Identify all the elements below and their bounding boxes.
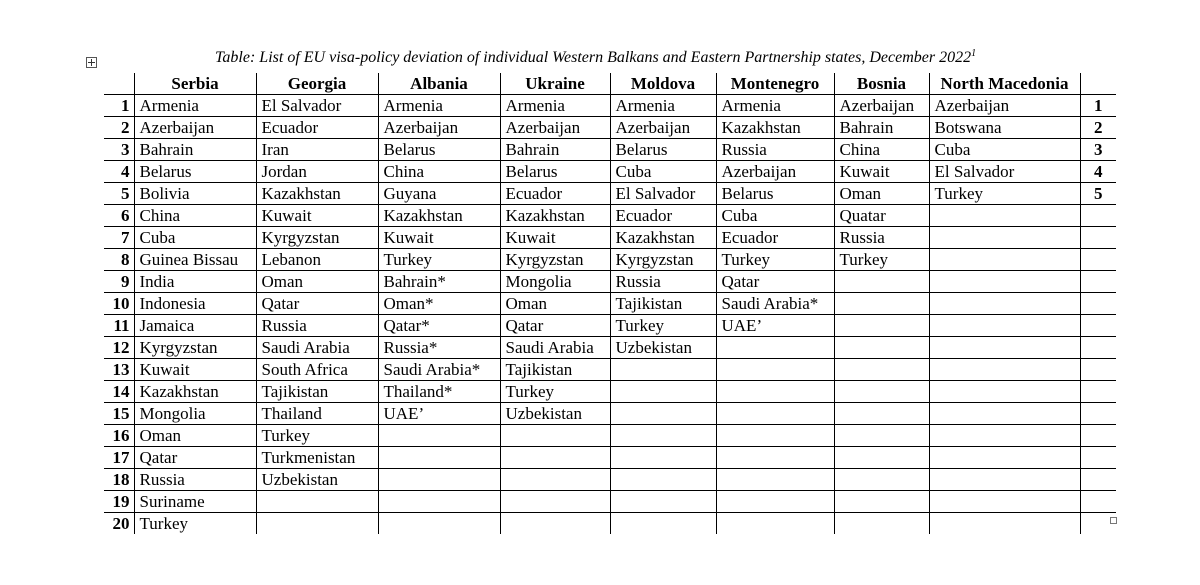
table-cell: Tajikistan [256, 381, 378, 403]
table-cell [610, 403, 716, 425]
header-right-num-cell [1080, 73, 1116, 95]
row-number: 17 [104, 447, 134, 469]
table-row [104, 95, 1116, 117]
header-ukraine: Ukraine [500, 73, 610, 95]
table-cell: Guyana [378, 183, 500, 205]
row-number: 5 [104, 183, 134, 205]
table-cell [716, 381, 834, 403]
table-cell: Tajikistan [500, 359, 610, 381]
table-cell: Qatar [500, 315, 610, 337]
table-cell [834, 469, 929, 491]
table-cell: Kuwait [834, 161, 929, 183]
table-cell: Russia [610, 271, 716, 293]
table-cell: China [378, 161, 500, 183]
table-cell: UAE’ [378, 403, 500, 425]
table-cell: Qatar [134, 447, 256, 469]
table-cell: Russia* [378, 337, 500, 359]
table-row [104, 227, 1116, 249]
row-number: 16 [104, 425, 134, 447]
table-cell: Kazakhstan [378, 205, 500, 227]
row-number-right [1080, 381, 1116, 403]
row-number-right [1080, 249, 1116, 271]
header-bosnia: Bosnia [834, 73, 929, 95]
table-cell: Kuwait [378, 227, 500, 249]
row-number-right [1080, 359, 1116, 381]
table-cell: Belarus [610, 139, 716, 161]
row-number: 15 [104, 403, 134, 425]
row-number-right: 5 [1080, 183, 1116, 205]
table-cell: Indonesia [134, 293, 256, 315]
table-cell: Ecuador [716, 227, 834, 249]
table-cell: Belarus [500, 161, 610, 183]
header-montenegro: Montenegro [716, 73, 834, 95]
table-cell: El Salvador [256, 95, 378, 117]
table-cell: Mongolia [500, 271, 610, 293]
table-cell [378, 469, 500, 491]
header-serbia: Serbia [134, 73, 256, 95]
table-row [104, 491, 1116, 513]
table-cell [378, 447, 500, 469]
table-cell: Qatar* [378, 315, 500, 337]
table-cell: Turkey [929, 183, 1080, 205]
table-cell [610, 359, 716, 381]
table-cell [929, 447, 1080, 469]
table-cell: Azerbaijan [834, 95, 929, 117]
table-cell: Ecuador [256, 117, 378, 139]
header-row [104, 73, 1116, 95]
table-cell: Turkey [834, 249, 929, 271]
row-number-right [1080, 293, 1116, 315]
table-cell: Tajikistan [610, 293, 716, 315]
caption-text: Table: List of EU visa-policy deviation of individual Western Balkans and Eastern Partnership states, December 2022 [215, 49, 972, 66]
table-cell: Turkey [610, 315, 716, 337]
table-cell: China [834, 139, 929, 161]
table-cell: Turkey [500, 381, 610, 403]
table-cell: Bahrain [834, 117, 929, 139]
table-cell: Saudi Arabia* [716, 293, 834, 315]
table-cell: Uzbekistan [256, 469, 378, 491]
table-cell [834, 315, 929, 337]
table-cell: Turkmenistan [256, 447, 378, 469]
row-number: 20 [104, 513, 134, 535]
table-cell: Quatar [834, 205, 929, 227]
table-row [104, 293, 1116, 315]
table-cell: Oman [834, 183, 929, 205]
row-number: 7 [104, 227, 134, 249]
table-cell: Suriname [134, 491, 256, 513]
table-cell [378, 425, 500, 447]
table-cell: China [134, 205, 256, 227]
table-cell: Azerbaijan [929, 95, 1080, 117]
table-cell [716, 425, 834, 447]
table-cell: Kazakhstan [256, 183, 378, 205]
table-cell: Bahrain [134, 139, 256, 161]
table-cell: Turkey [378, 249, 500, 271]
table-cell [834, 447, 929, 469]
table-cell [716, 469, 834, 491]
table-cell: Cuba [134, 227, 256, 249]
row-number-right: 2 [1080, 117, 1116, 139]
table-cell [500, 425, 610, 447]
table-cell [500, 447, 610, 469]
table-cell [834, 491, 929, 513]
table-cell: Qatar [716, 271, 834, 293]
header-albania: Albania [378, 73, 500, 95]
row-number: 8 [104, 249, 134, 271]
table-row [104, 403, 1116, 425]
row-number: 10 [104, 293, 134, 315]
table-cell: Kuwait [500, 227, 610, 249]
row-number-right [1080, 315, 1116, 337]
row-number: 12 [104, 337, 134, 359]
table-cell: Kyrgyzstan [134, 337, 256, 359]
row-number: 2 [104, 117, 134, 139]
table-cell: Jordan [256, 161, 378, 183]
table-cell [716, 513, 834, 535]
row-number-right [1080, 447, 1116, 469]
table-cell [834, 359, 929, 381]
row-number: 3 [104, 139, 134, 161]
row-number: 14 [104, 381, 134, 403]
table-cell [610, 513, 716, 535]
table-cell: UAE’ [716, 315, 834, 337]
table-cell [378, 513, 500, 535]
table-cell: Kyrgyzstan [500, 249, 610, 271]
table-cell [929, 425, 1080, 447]
table-cell: Turkey [134, 513, 256, 535]
table-cell: Botswana [929, 117, 1080, 139]
table-cell: Bahrain [500, 139, 610, 161]
table-cell: Armenia [378, 95, 500, 117]
table-cell: Kuwait [134, 359, 256, 381]
row-number-right: 1 [1080, 95, 1116, 117]
table-cell: Oman [134, 425, 256, 447]
table-cell [378, 491, 500, 513]
table-cell: Iran [256, 139, 378, 161]
table-move-handle-icon[interactable] [86, 57, 97, 68]
table-row [104, 161, 1116, 183]
table-cell [834, 425, 929, 447]
table-cell: Azerbaijan [610, 117, 716, 139]
row-number-right [1080, 227, 1116, 249]
row-number-right [1080, 271, 1116, 293]
table-body [104, 95, 1116, 535]
row-number: 11 [104, 315, 134, 337]
table-cell: Russia [834, 227, 929, 249]
table-cell: Kyrgyzstan [610, 249, 716, 271]
row-number-right [1080, 337, 1116, 359]
table-cell [929, 359, 1080, 381]
table-cell [610, 469, 716, 491]
table-row [104, 359, 1116, 381]
table-cell: Kuwait [256, 205, 378, 227]
table-cell: El Salvador [610, 183, 716, 205]
table-cell: Russia [134, 469, 256, 491]
table-row [104, 425, 1116, 447]
table-cell: Oman [500, 293, 610, 315]
table-cell: South Africa [256, 359, 378, 381]
table-cell [834, 293, 929, 315]
table-cell [716, 403, 834, 425]
row-number-right: 3 [1080, 139, 1116, 161]
table-cell: Kazakhstan [610, 227, 716, 249]
row-number-right [1080, 205, 1116, 227]
table-cell: Armenia [500, 95, 610, 117]
table-cell: Thailand* [378, 381, 500, 403]
table-cell [929, 227, 1080, 249]
table-row [104, 381, 1116, 403]
table-cell [834, 403, 929, 425]
table-cell [500, 491, 610, 513]
table-cell [929, 469, 1080, 491]
caption-footnote: 1 [971, 48, 977, 59]
table-cell: Uzbekistan [500, 403, 610, 425]
row-number-right [1080, 491, 1116, 513]
table-cell: Guinea Bissau [134, 249, 256, 271]
table-cell [929, 381, 1080, 403]
table-row [104, 183, 1116, 205]
table-cell: Ecuador [610, 205, 716, 227]
table-cell: Cuba [610, 161, 716, 183]
table-cell [256, 491, 378, 513]
table-cell [716, 447, 834, 469]
table-cell: Azerbaijan [134, 117, 256, 139]
table-row [104, 139, 1116, 161]
table-caption [215, 44, 976, 68]
table-cell: Belarus [134, 161, 256, 183]
table-cell: Bahrain* [378, 271, 500, 293]
header-georgia: Georgia [256, 73, 378, 95]
table-cell [929, 271, 1080, 293]
row-number-right [1080, 403, 1116, 425]
table-cell: Kazakhstan [500, 205, 610, 227]
table-cell: Qatar [256, 293, 378, 315]
table-cell [716, 359, 834, 381]
table-cell [716, 337, 834, 359]
table-cell: Thailand [256, 403, 378, 425]
table-cell: Cuba [716, 205, 834, 227]
table-cell [929, 403, 1080, 425]
table-row [104, 205, 1116, 227]
table-cell: Oman [256, 271, 378, 293]
table-cell: Kazakhstan [134, 381, 256, 403]
table-row [104, 117, 1116, 139]
table-cell [834, 513, 929, 535]
row-number-right [1080, 425, 1116, 447]
table-cell: Armenia [716, 95, 834, 117]
table-cell: Azerbaijan [378, 117, 500, 139]
table-cell [834, 271, 929, 293]
table-cell [610, 425, 716, 447]
table-cell [929, 337, 1080, 359]
table-cell [610, 491, 716, 513]
table-cell: Oman* [378, 293, 500, 315]
table-cell: Turkey [716, 249, 834, 271]
table-cell: Kazakhstan [716, 117, 834, 139]
row-number: 13 [104, 359, 134, 381]
table-cell: Jamaica [134, 315, 256, 337]
table-cell: Bolivia [134, 183, 256, 205]
table-cell [500, 469, 610, 491]
table-cell [834, 337, 929, 359]
table-resize-handle-icon[interactable] [1110, 517, 1117, 524]
table-cell: Azerbaijan [500, 117, 610, 139]
table-row [104, 447, 1116, 469]
table-cell [929, 293, 1080, 315]
row-number: 9 [104, 271, 134, 293]
table-cell: Armenia [610, 95, 716, 117]
table-cell: Azerbaijan [716, 161, 834, 183]
table-cell: Belarus [378, 139, 500, 161]
table-row [104, 513, 1116, 535]
table-cell [929, 205, 1080, 227]
table-row [104, 249, 1116, 271]
row-number: 19 [104, 491, 134, 513]
table-row [104, 337, 1116, 359]
table-cell [500, 513, 610, 535]
table-row [104, 469, 1116, 491]
table-row [104, 315, 1116, 337]
table-cell: Cuba [929, 139, 1080, 161]
table-cell: Lebanon [256, 249, 378, 271]
row-number-right [1080, 469, 1116, 491]
row-number: 1 [104, 95, 134, 117]
header-num-cell [104, 73, 134, 95]
table-cell: Saudi Arabia [256, 337, 378, 359]
table-cell: El Salvador [929, 161, 1080, 183]
table-cell: Saudi Arabia [500, 337, 610, 359]
table-cell [716, 491, 834, 513]
table-cell: Russia [256, 315, 378, 337]
table-cell [929, 315, 1080, 337]
table-cell [610, 381, 716, 403]
table-cell: Saudi Arabia* [378, 359, 500, 381]
table-cell: Russia [716, 139, 834, 161]
row-number: 6 [104, 205, 134, 227]
table-cell [256, 513, 378, 535]
table-cell [610, 447, 716, 469]
table-cell: Kyrgyzstan [256, 227, 378, 249]
table-cell: Belarus [716, 183, 834, 205]
table-cell [929, 491, 1080, 513]
table-cell: Turkey [256, 425, 378, 447]
table-cell [929, 513, 1080, 535]
row-number: 4 [104, 161, 134, 183]
header-north-macedonia: North Macedonia [929, 73, 1080, 95]
row-number-right: 4 [1080, 161, 1116, 183]
visa-policy-table [104, 73, 1116, 534]
table-cell: India [134, 271, 256, 293]
table-cell [929, 249, 1080, 271]
header-moldova: Moldova [610, 73, 716, 95]
table-cell: Uzbekistan [610, 337, 716, 359]
table-cell: Mongolia [134, 403, 256, 425]
table-cell: Ecuador [500, 183, 610, 205]
table-cell: Armenia [134, 95, 256, 117]
table-cell [834, 381, 929, 403]
row-number: 18 [104, 469, 134, 491]
table-row [104, 271, 1116, 293]
